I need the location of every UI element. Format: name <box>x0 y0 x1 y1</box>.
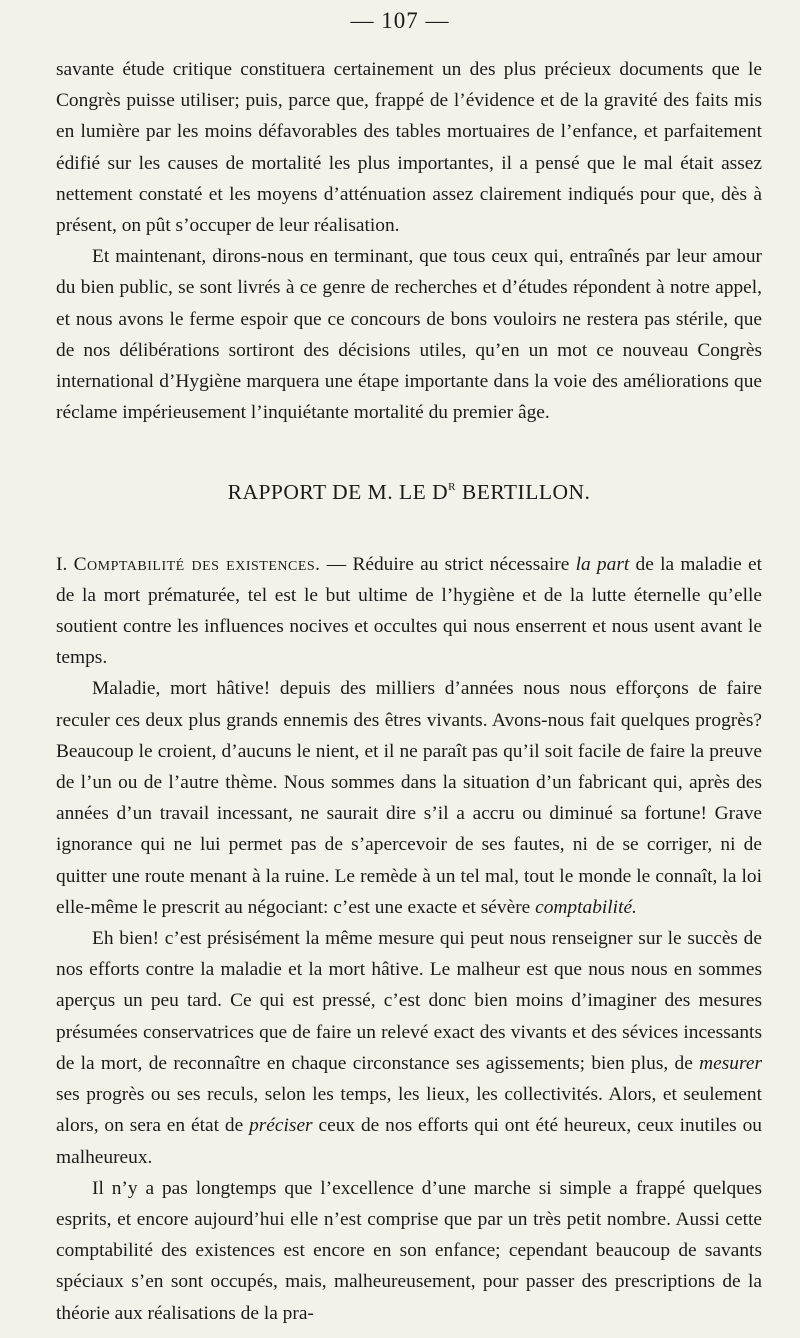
section-number: I. <box>56 553 68 575</box>
heading-superscript: R <box>448 481 456 494</box>
page-number: — 107 — <box>350 8 450 33</box>
emphasis: préciser <box>249 1115 313 1137</box>
text-run: ceux de nos efforts qui ont été heureux, ceux inutiles ou malheureux. <box>56 1115 762 1168</box>
text-run: de la maladie et de la mort prématurée, tel est le but ultime de l’hygiène et de la lutte éternelle qu’elle soutient contre les influences nocives et occultes qui nous enserrent et nous usent avant le temps. <box>56 553 762 669</box>
section-title: Comptabilité des existences. <box>73 553 321 575</box>
emphasis: comptabilité. <box>535 896 637 918</box>
text-run: Maladie, mort hâtive! depuis des milliers d’années nous nous efforçons de faire reculer ces deux plus grands ennemis des êtres vivants. Avons-nous fait quelques progrès? Beaucoup le croient, d’aucuns le nient, et il ne paraît pas qu’il soit facile de faire la preuve de l’un ou de l’autre thème. Nous sommes dans la situation d’un fabricant qui, après des années d’un travail incessant, ne saurait dire s’il a accru ou diminué sa fortune! Grave ignorance qui ne lui permet pas de s’apercevoir de ses fautes, ni de se corriger, ni de quitter une route menant à la ruine. Le remède à un tel mal, tout le monde le connaît, la loi elle-même le prescrit au négociant: c’est une exacte et sévère <box>56 678 762 918</box>
section-heading <box>56 472 762 508</box>
heading-suffix: BERTILLON. <box>456 480 591 505</box>
section-paragraph-2 <box>56 673 762 923</box>
section-paragraph-3 <box>56 923 762 1173</box>
paragraph-continued: savante étude critique constituera certainement un des plus précieux documents que le Congrès puisse utiliser; puis, parce que, frappé de l’évidence et de la gravité des faits mis en lumière par les moins défavorables des tables mortuaires de l’enfance, et parfaitement édifié sur les causes de mortalité les plus importantes, il a pensé que le mal était assez nettement constaté et les moyens d’atténuation assez clairement indiqués pour que, dès à présent, on pût s’occuper de leur réalisation. <box>56 59 762 237</box>
section-paragraph-4: Il n’y a pas longtemps que l’excellence d’une marche si simple a frappé quelques esprits, et encore aujourd’hui elle n’est comprise que par un très petit nombre. Aussi cette comptabilité des existences est encore en son enfance; cependant beaucoup de savants spéciaux s’en sont occupés, mais, malheureusement, pour passer des prescriptions de la théorie aux réalisations de la pra- <box>56 1177 762 1324</box>
emphasis: la part <box>575 553 630 575</box>
text-run: Eh bien! c’est présisément la même mesure qui peut nous renseigner sur le succès de nos efforts contre la maladie et la mort hâtive. Le malheur est que nous nous en sommes aperçus un peu tard. Ce qui est pressé, c’est donc bien moins d’imaginer des mesures présumées conservatrices que de faire un relevé exact des vivants et des sévices incessants de la mort, de reconnaître en chaque circonstance ses agissements; bien plus, de <box>56 928 762 1074</box>
heading-prefix: RAPPORT DE M. LE D <box>227 480 449 505</box>
text-run: — Réduire au strict nécessaire <box>320 553 576 575</box>
paragraph-conclusion: Et maintenant, dirons-nous en terminant, que tous ceux qui, entraînés par leur amour du bien public, se sont livrés à ce genre de recherches et d’études répondent à notre appel, et nous avons le ferme espoir que ce concours de bons vouloirs ne restera pas stérile, que de nos délibérations sortiront des décisions utiles, qu’en un mot ce nouveau Congrès international d’Hygiène marquera une étape importante dans la voie des améliorations que réclame impérieusement l’inquiétante mortalité du premier âge. <box>56 246 762 424</box>
section-paragraph-1 <box>56 549 762 674</box>
body-text <box>56 54 762 1329</box>
emphasis: mesurer <box>699 1052 762 1074</box>
text-run: ses progrès ou ses reculs, selon les temps, les lieux, les collectivités. Alors, et seulement alors, on sera en état de <box>56 1084 762 1137</box>
